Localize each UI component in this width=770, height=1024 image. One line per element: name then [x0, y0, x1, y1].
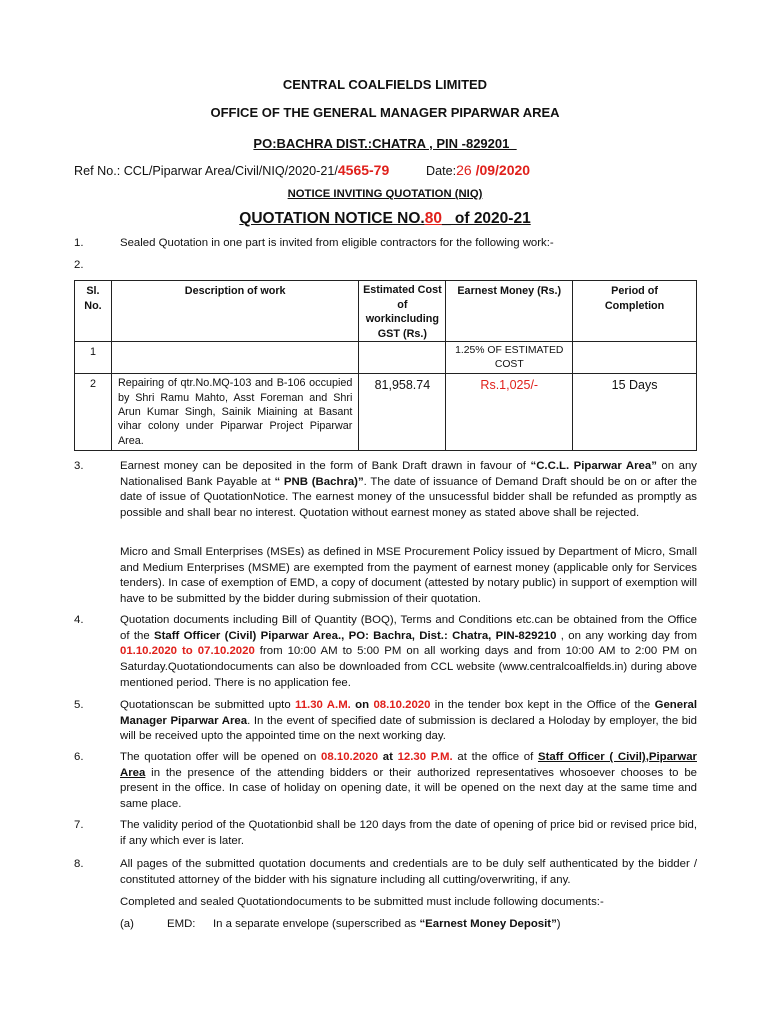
header-cost-line-4: GST (Rs.) — [377, 327, 427, 340]
row2-cost: 81,958.74 — [359, 374, 446, 451]
p3-bank-payee: “C.C.L. Piparwar Area” — [530, 460, 657, 472]
p6-text-2: at the office of — [452, 751, 538, 763]
ref-prefix: Ref No.: CCL/Piparwar Area/Civil/NIQ/2020-21/ — [74, 164, 338, 178]
row2-description: Repairing of qtr.No.MQ-103 and B-106 occupied by Shri Ramu Mahto, Asst Foreman and Shri Arun Kumar Singh, Sainik Miaining at Basant vihar colony under Piparwar Project Piparwar Area. — [111, 374, 358, 451]
item-number-6: 6. — [74, 751, 84, 763]
p3-text-3: . The date of issuance of Demand Draft should be on or after the date of issue of QuotationNotice. The earnest money of the unsucessful bidder shall be refunded as promptly as possible and shall bear no interest. Quotation without earnest money as stated above shall be rejected. — [120, 475, 697, 520]
sub-item-a-envelope-label: “Earnest Money Deposit” — [419, 918, 557, 930]
row1-cost — [359, 342, 446, 374]
item-number-2: 2. — [74, 259, 84, 271]
header-period — [573, 281, 697, 342]
item-3-text — [120, 459, 697, 522]
p3-bank-branch: “ PNB (Bachra)” — [274, 475, 364, 488]
office-name: OFFICE OF THE GENERAL MANAGER PIPARWAR AREA — [210, 105, 560, 120]
sub-item-a-text-2: ) — [556, 918, 561, 930]
item-7-text: The validity period of the Quotationbid shall be 120 days from the date of opening of price bid or revised price bid, if any which ever is later. — [120, 819, 697, 847]
office-address: PO:BACHRA DIST.:CHATRA , PIN -829201_ — [253, 136, 517, 151]
row1-period — [573, 342, 697, 374]
header-cost-line-2: of — [397, 298, 408, 311]
quotation-notice-prefix: QUOTATION NOTICE NO. — [239, 210, 425, 227]
quotation-notice-title — [0, 208, 770, 229]
row2-earnest: Rs.1,025/- — [446, 374, 573, 451]
row1-sl: 1 — [75, 342, 112, 374]
header-sl: Sl. — [86, 285, 100, 297]
sub-item-a-text — [213, 917, 561, 933]
p5-on: on — [350, 699, 374, 711]
p5-office: General Manager Piparwar Area — [120, 699, 697, 727]
p4-date-range: 01.10.2020 to 07.10.2020 — [120, 645, 255, 658]
row2-sl: 2 — [75, 374, 112, 451]
header-no: No. — [84, 299, 102, 312]
mse-exemption-text: Micro and Small Enterprises (MSEs) as defined in MSE Procurement Policy issued by Department of Micro, Small and Medium Enterprises (MSME) are exempted from the payment of earnest money (applicable only for Services tenders). In case of exemption of EMD, a copy of document (attested by notary public) in support of exemption will have to be submitted by the bidder during submission of their quotation. — [120, 546, 697, 606]
header-period-line-1: Period of — [611, 285, 658, 297]
reference-number — [74, 161, 389, 180]
header-cost-line-1: Estimated Cost — [363, 284, 442, 296]
row1-earnest — [446, 342, 573, 374]
date-month-year: /09/2020 — [475, 162, 531, 178]
row1-earnest-line-1: 1.25% OF ESTIMATED — [455, 345, 564, 357]
p6-text-3: in the presence of the attending bidders or their authorized representatives whosoever chooses to be present in the office. In case of holiday on opening date, it will be opened on the next day at the same time and same place. — [120, 766, 697, 811]
p5-text-3: . In the event of specified date of submission is declared a Holoday by employer, the bid will be received upto the appointed time on the next working day. — [120, 714, 697, 743]
item-number-1: 1. — [74, 237, 84, 249]
row2-period: 15 Days — [573, 374, 697, 451]
quotation-notice-number: 80 — [424, 210, 442, 227]
quotation-notice-suffix: _ of 2020-21 — [441, 210, 531, 227]
item-1-text: Sealed Quotation in one part is invited from eligible contractors for the following work:- — [120, 237, 554, 249]
notice-date — [426, 161, 530, 180]
p5-date: 08.10.2020 — [373, 699, 431, 711]
p3-text-2: on any Nationalised Bank Payable at — [120, 460, 698, 488]
sub-item-a-text-1: In a separate envelope (superscribed as — [213, 918, 420, 930]
p4-text-1: Quotation documents including Bill of Quantity (BOQ), Terms and Conditions etc.can be obtained from the Office of the — [120, 614, 697, 642]
item-8-documents-intro: Completed and sealed Quotationdocuments to be submitted must include following documents:- — [120, 896, 604, 908]
item-4-text — [120, 613, 697, 692]
p6-at: at — [378, 751, 398, 763]
table-header-row — [75, 281, 697, 342]
item-number-8: 8. — [74, 858, 84, 870]
p5-text-2: in the tender box kept in the Office of the — [430, 699, 655, 711]
item-number-7: 7. — [74, 819, 84, 831]
p4-text-2: , on any working day from — [556, 629, 697, 642]
header-period-line-2: Completion — [604, 299, 665, 312]
header-earnest-money: Earnest Money (Rs.) — [446, 281, 573, 342]
company-name: CENTRAL COALFIELDS LIMITED — [282, 77, 488, 92]
item-6-text — [120, 750, 697, 813]
p3-text-1: Earnest money can be deposited in the form of Bank Draft drawn in favour of — [120, 460, 531, 472]
p4-office: Staff Officer (Civil) Piparwar Area., PO: Bachra, Dist.: Chatra, PIN-829210 — [153, 629, 557, 642]
p5-text-1: Quotationscan be submitted upto — [120, 699, 296, 711]
p6-text-1: The quotation offer will be opened on — [120, 751, 322, 763]
item-number-4: 4. — [74, 614, 84, 626]
item-8-text: All pages of the submitted quotation documents and credentials are to be duly self authenticated by the bidder / constituted attorney of the bidder with his signature including all cutting/overwriting, if any. — [120, 858, 697, 886]
p6-date: 08.10.2020 — [321, 751, 379, 763]
p6-office: Staff Officer ( Civil),Piparwar Area — [120, 751, 697, 779]
header-estimated-cost — [359, 281, 446, 342]
table-row — [75, 342, 697, 374]
item-5-text — [120, 698, 697, 745]
item-number-3: 3. — [74, 460, 84, 472]
niq-title: NOTICE INVITING QUOTATION (NIQ) — [287, 188, 483, 200]
ref-number: 4565-79 — [337, 162, 390, 178]
row1-earnest-line-2: COST — [494, 358, 524, 370]
date-label: Date: — [426, 164, 457, 178]
header-description: Description of work — [111, 281, 358, 342]
sub-item-a-emd: EMD: — [167, 918, 196, 930]
p4-text-3: from 10:00 AM to 5:00 PM on all working days and from 10:00 AM to 2:00 PM on Saturday.Quotationdocuments can also be downloaded from CCL website (www.centralcoalfields.in) during above mentioned period. There is no application fee. — [120, 645, 697, 689]
date-day: 26 — [456, 162, 476, 178]
header-sl-no — [75, 281, 112, 342]
header-cost-line-3: workincluding — [365, 313, 439, 326]
work-table — [74, 280, 697, 451]
item-number-5: 5. — [74, 699, 84, 711]
p5-time: 11.30 A.M. — [295, 699, 351, 711]
row1-description — [111, 342, 358, 374]
p6-time: 12.30 P.M. — [397, 751, 453, 763]
sub-item-a-label: (a) — [120, 918, 134, 930]
table-row — [75, 374, 697, 451]
